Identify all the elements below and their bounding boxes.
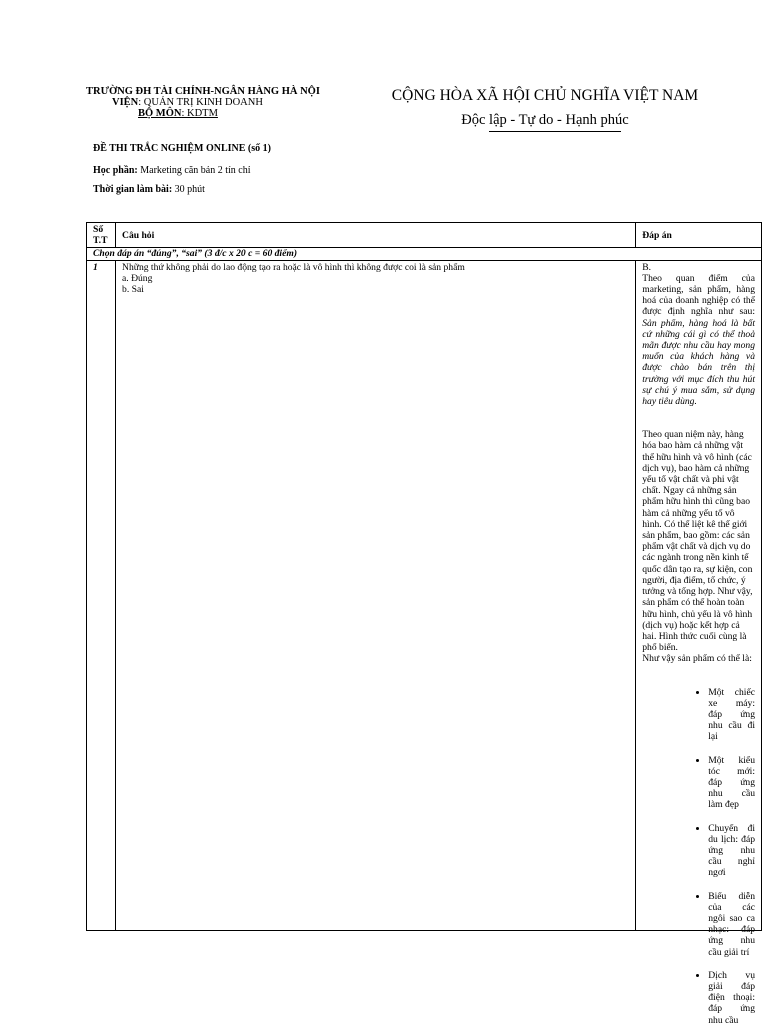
option-a: a. Đúng xyxy=(122,272,153,284)
option-b: b. Sai xyxy=(122,284,144,296)
exam-title: ĐỀ THI TRẮC NGHIỆM ONLINE (số 1) xyxy=(93,143,271,154)
duration-label: Thời gian làm bài: xyxy=(93,184,173,195)
motto-underline xyxy=(489,131,621,132)
institute-line xyxy=(86,97,376,108)
answer-content xyxy=(642,261,755,1026)
header-answer: Đáp án xyxy=(636,223,762,248)
question-number: 1 xyxy=(87,260,116,930)
list-item: • Một chiếc xe máy: đáp ứng nhu cầu đi lại xyxy=(708,687,755,743)
instruction-row xyxy=(87,248,762,260)
instruction-text: Chọn đáp án “đúng”, “sai” (3 đ/c x 20 c = 60 điểm) xyxy=(87,248,762,260)
list-item: • Dịch vụ giải đáp điện thoại: đáp ứng nhu cầu xyxy=(708,970,755,1026)
answer-intro: Theo quan điểm của marketing, sản phẩm, hàng hoá của doanh nghiệp có thể được định nghĩa như sau: xyxy=(642,272,755,318)
institute-label: VIỆN xyxy=(112,97,139,108)
institute-value: : QUẢN TRỊ KINH DOANH xyxy=(138,97,263,108)
national-header xyxy=(370,86,720,132)
question-table xyxy=(86,222,762,1026)
duration-value: 30 phút xyxy=(172,184,205,195)
school-name: TRƯỜNG ĐH TÀI CHÍNH-NGÂN HÀNG HÀ NỘI xyxy=(86,86,320,97)
examples-lead: Như vậy sản phẩm có thể là: xyxy=(642,653,752,665)
course-value: Marketing căn bản 2 tín chỉ xyxy=(137,165,251,176)
header-question: Câu hỏi xyxy=(116,223,636,248)
answer-definition-paragraph xyxy=(642,273,755,407)
duration-line xyxy=(93,184,205,195)
answer-explanation: Theo quan niệm này, hàng hóa bao hàm cả những vật thể hữu hình và vô hình (các dịch vụ), bao hàm cả những yếu tố vật chất và phi vật chất. Ngay cả những sản phẩm hữu hình thì cũng bao hàm cả những yếu tố vô hình. Có thể liệt kê thế giới sản phẩm, bao gồm: các sản phẩm vật chất và dịch vụ do các ngành trong nền kinh tế quốc dân tạo ra, sự kiện, con người, địa điểm, tổ chức, ý tưởng và tổng hợp. Như vậy, sản phẩm có thể hoàn toàn hữu hình, chủ yếu là vô hình (dịch vụ) hoặc kết hợp cả hai. Hình thức cuối cùng là phổ biến. xyxy=(642,429,753,654)
course-label: Học phần: xyxy=(93,165,138,176)
list-item: • Chuyến đi du lịch: đáp ứng nhu cầu nghỉ ngơi xyxy=(708,823,755,879)
institution-header xyxy=(86,86,376,119)
national-motto: Độc lập - Tự do - Hạnh phúc xyxy=(461,112,629,128)
list-item: • Biểu diễn của các ngôi sao ca nhạc: đáp ứng nhu cầu giải trí xyxy=(708,891,755,958)
answer-definition: Sản phẩm, hàng hoá là bất cứ những cái gì có thể thoả mãn được nhu cầu hay mong muốn của khách hàng và được chào bán trên thị trường với mục đích thu hút sự chú ý mua sắm, sử dụng hay tiêu dùng. xyxy=(642,317,755,408)
department-value: : KDTM xyxy=(181,108,218,119)
question-cell xyxy=(116,260,636,930)
department-line xyxy=(86,108,376,119)
answer-key: B. xyxy=(642,261,652,273)
country-name: CỘNG HÒA XÃ HỘI CHỦ NGHĨA VIỆT NAM xyxy=(391,87,699,104)
list-item: • Một kiểu tóc mới: đáp ứng nhu cầu làm đẹp xyxy=(708,755,755,811)
table-row xyxy=(87,260,762,930)
answer-cell xyxy=(636,260,762,1026)
course-line xyxy=(93,165,250,176)
department-label: BỘ MÔN xyxy=(138,108,182,119)
table-header-row xyxy=(87,223,762,248)
question-text: Những thứ không phải do lao động tạo ra hoặc là vô hình thì không được coi là sản phẩm xyxy=(122,261,465,273)
examples-list xyxy=(642,687,755,1026)
header-no: Số T.T xyxy=(87,223,116,248)
